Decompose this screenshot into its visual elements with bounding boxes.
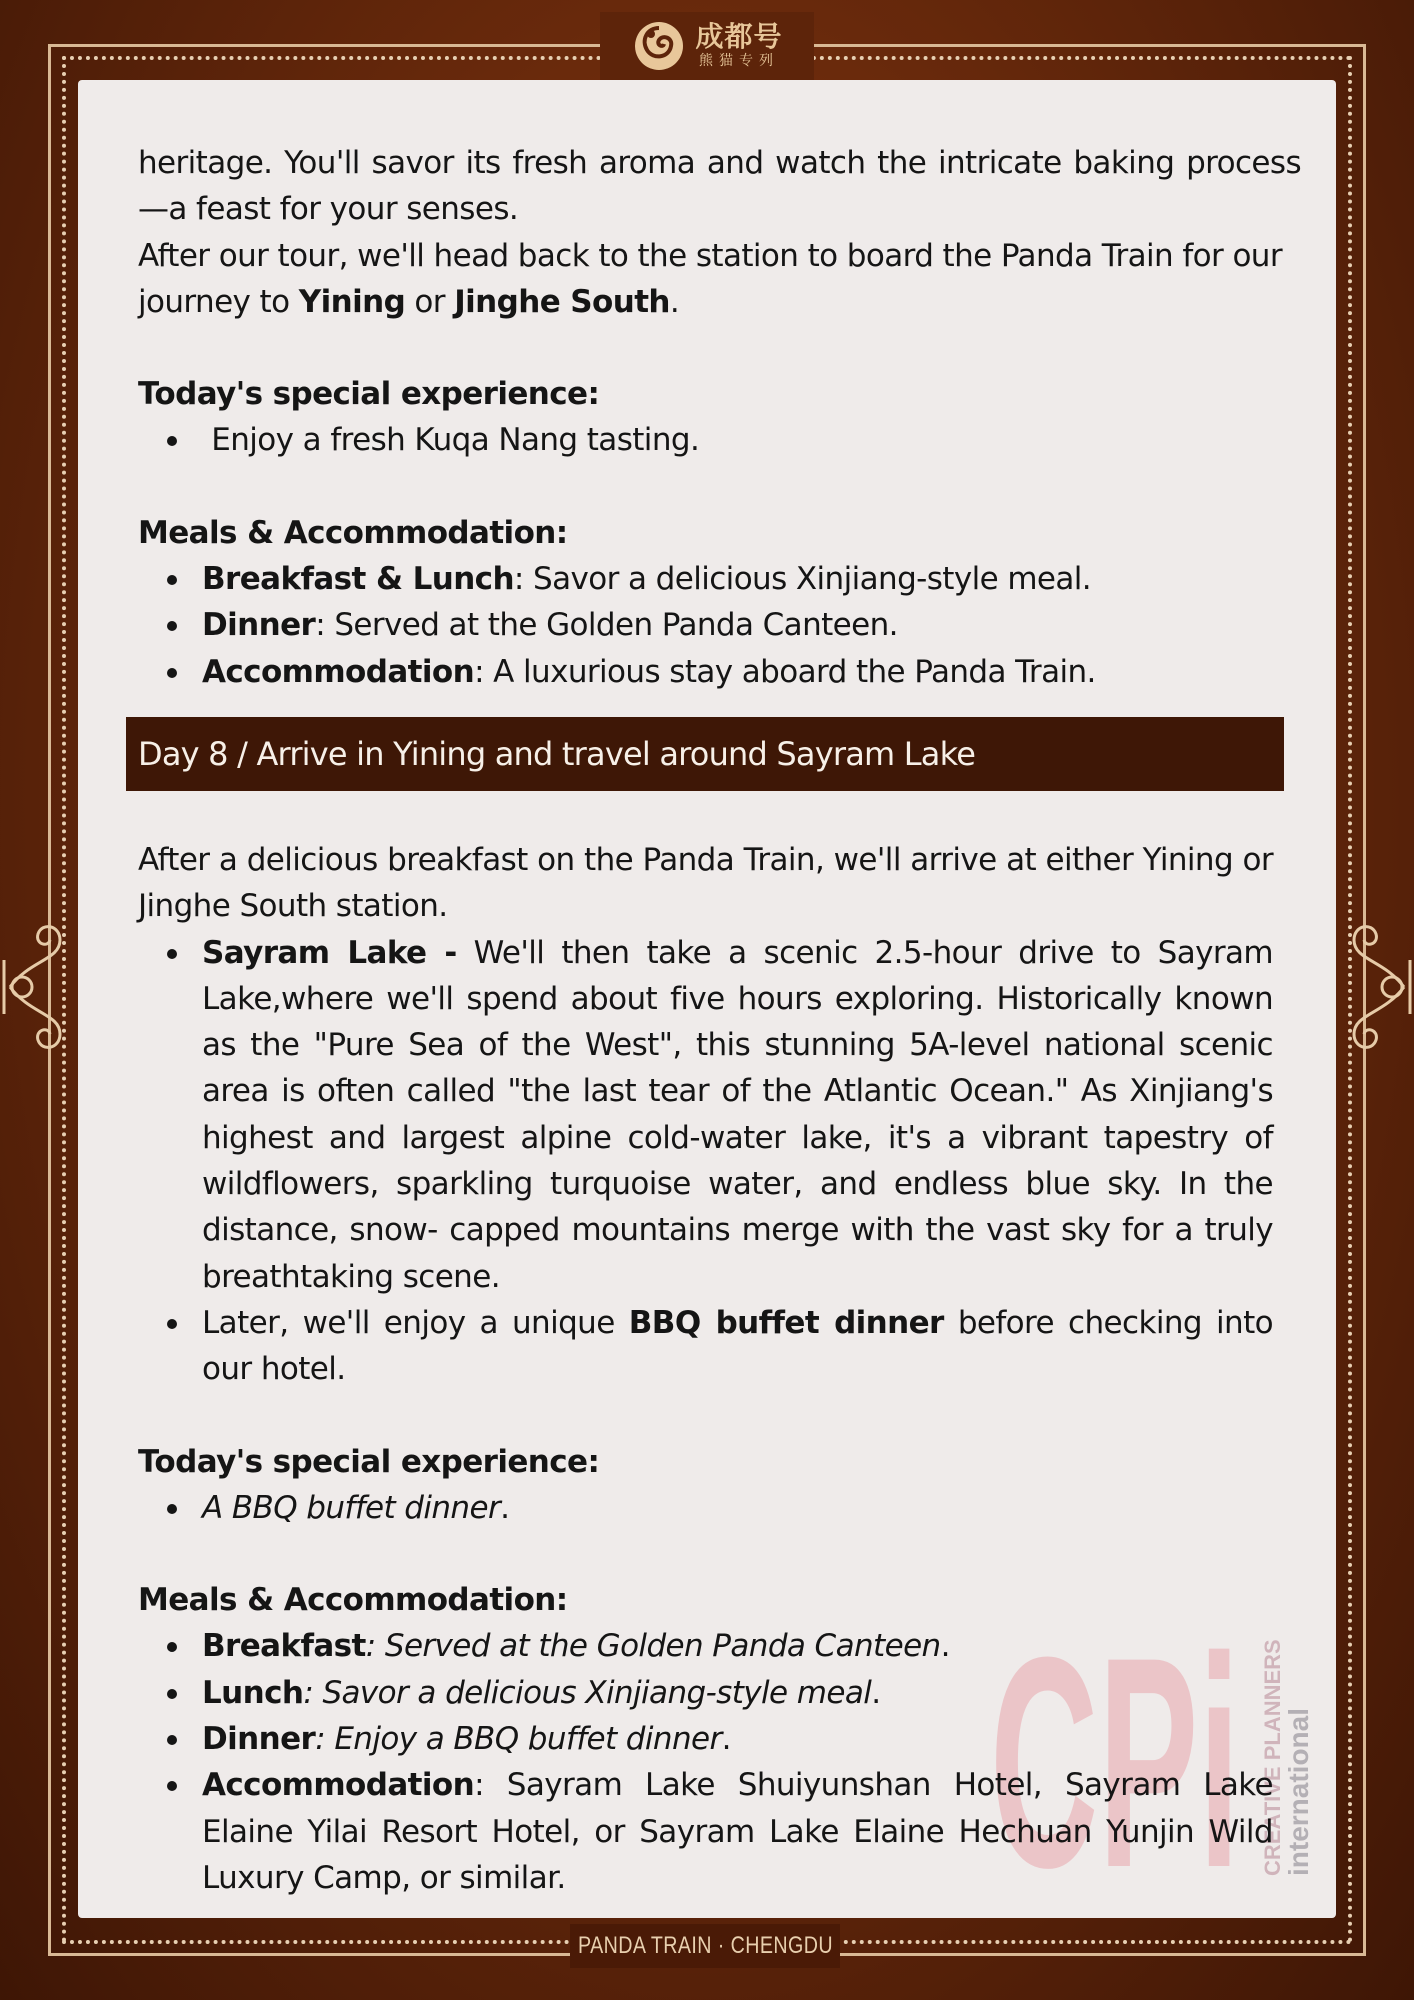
list-item: Later, we'll enjoy a unique BBQ buffet dinner before checking into our hotel. — [138, 1300, 1273, 1393]
left-scroll-ornament-icon — [0, 900, 74, 1074]
left-frame-line — [48, 120, 51, 800]
list-item: Dinner: Enjoy a BBQ buffet dinner. — [138, 1716, 1273, 1762]
chengdu-logo — [600, 12, 814, 80]
meals-heading: Meals & Accommodation: — [138, 514, 568, 551]
watermark-line2: international — [1283, 1707, 1314, 1876]
watermark-line1: CREATIVE PLANNERS — [1260, 1639, 1285, 1876]
special-experience-list — [138, 1485, 1301, 1531]
meals-heading: Meals & Accommodation: — [138, 1582, 568, 1619]
intro-paragraph: heritage. You'll savor its fresh aroma and watch the intricate baking process—a feast for your senses. — [138, 145, 1301, 228]
right-scroll-ornament-icon — [1340, 900, 1414, 1074]
day-8-activities-list — [138, 930, 1273, 1393]
day-8-intro: After a delicious breakfast on the Panda Train, we'll arrive at either Yining or Jinghe South station. — [138, 841, 1273, 925]
list-item: Accommodation: Sayram Lake Shuiyunshan Hotel, Sayram Lake Elaine Yilai Resort Hotel, or Sayram Lake Elaine Hechuan Yunjin Wild Luxury Camp, or similar. — [138, 1762, 1273, 1901]
list-item: Lunch: Savor a delicious Xinjiang-style meal. — [138, 1670, 1273, 1716]
list-item: Accommodation: A luxurious stay aboard the Panda Train. — [138, 649, 1301, 695]
list-item: Sayram Lake - We'll then take a scenic 2.5-hour drive to Sayram Lake,where we'll spend about five hours exploring. Historically known as the "Pure Sea of the West", this stunning 5A-level national scenic area is often called "the last tear of the Atlantic Ocean." As Xinjiang's highest and largest alpine cold-water lake, it's a vibrant tapestry of wildflowers, sparkling turquoise water, and endless blue sky. In the distance, snow- capped mountains merge with the vast sky for a truly breathtaking scene. — [138, 930, 1273, 1300]
left-frame-line — [48, 1200, 51, 1880]
meals-list — [138, 556, 1301, 695]
list-item: Breakfast & Lunch: Savor a delicious Xinjiang-style meal. — [138, 556, 1301, 602]
meals-list — [138, 1623, 1273, 1901]
special-experience-heading: Today's special experience: — [138, 1443, 600, 1480]
list-item: Dinner: Served at the Golden Panda Canteen. — [138, 602, 1301, 648]
list-item: A BBQ buffet dinner. — [138, 1485, 1301, 1531]
yining-text: Yining — [298, 283, 406, 320]
panda-swirl-logo-icon — [631, 18, 687, 74]
right-frame-line — [1363, 120, 1366, 800]
logo-chinese-title: 成都号 — [695, 20, 783, 53]
special-experience-list — [138, 417, 1301, 463]
watermark-letters: CPi — [990, 1594, 1240, 1886]
right-frame-line — [1363, 1200, 1366, 1880]
list-item: Enjoy a fresh Kuqa Nang tasting. — [138, 417, 1301, 463]
logo-subtitle: 熊猫专列 — [698, 53, 779, 69]
list-item: Breakfast: Served at the Golden Panda Canteen. — [138, 1623, 1273, 1669]
special-experience-heading: Today's special experience: — [138, 376, 600, 413]
sayram-lake-label: Sayram Lake - — [202, 934, 457, 971]
day-8-title-bar: Day 8 / Arrive in Yining and travel around Sayram Lake — [126, 717, 1284, 791]
footer-text: PANDA TRAIN · CHENGDU — [577, 1932, 833, 1959]
footer-banner — [570, 1924, 840, 1968]
jinghe-south-text: Jinghe South — [454, 283, 670, 320]
board-train-paragraph: After our tour, we'll head back to the station to board the Panda Train for our journey to Yining or Jinghe South. — [138, 237, 1282, 320]
itinerary-content — [138, 140, 1301, 1901]
